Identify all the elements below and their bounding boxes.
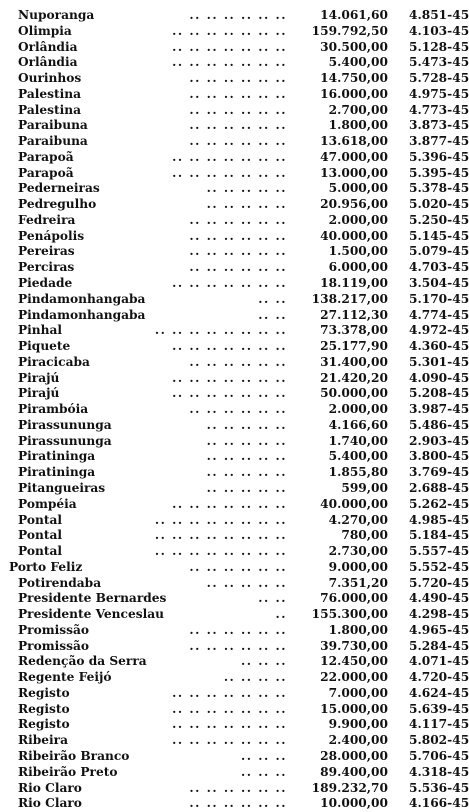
amount-value: 2.000,00 xyxy=(328,402,388,417)
list-row xyxy=(0,591,469,607)
dot-leader: .. .. .. .. .. xyxy=(206,433,287,448)
amount-value: 4.166,60 xyxy=(328,417,388,432)
reference-code: 3.769-45 xyxy=(409,465,469,480)
reference-code: 4.490-45 xyxy=(409,591,469,606)
reference-code: 5.020-45 xyxy=(409,197,469,212)
reference-code: 5.170-45 xyxy=(409,291,469,306)
municipality-name: Piratininga xyxy=(18,449,96,464)
dot-leader: .. .. .. .. .. .. .. xyxy=(172,386,287,401)
dot-leader: .. .. .. .. .. .. .. xyxy=(172,496,287,511)
municipality-name: Piracicaba xyxy=(18,354,90,369)
dot-leader: .. .. .. .. .. .. xyxy=(189,118,287,133)
dot-leader: .. .. .. .. .. .. .. .. xyxy=(154,544,287,559)
amount-value: 2.000,00 xyxy=(328,212,388,227)
municipality-name: Piquete xyxy=(18,339,71,354)
reference-code: 4.965-45 xyxy=(409,622,469,637)
reference-code: 5.536-45 xyxy=(409,780,469,795)
list-row xyxy=(0,371,469,387)
amount-value: 2.730,00 xyxy=(328,544,388,559)
municipality-name: Potirendaba xyxy=(18,575,102,590)
list-row xyxy=(0,560,469,576)
list-row xyxy=(0,386,469,402)
amount-value: 5.400,00 xyxy=(328,55,388,70)
list-row xyxy=(0,528,469,544)
municipality-name: Porto Feliz xyxy=(9,559,83,574)
municipality-name: Pinhal xyxy=(18,323,63,338)
dot-leader: .. .. .. .. .. .. .. xyxy=(172,339,287,354)
list-row xyxy=(0,449,469,465)
amount-value: 1.800,00 xyxy=(328,622,388,637)
list-row xyxy=(0,118,469,134)
dot-leader: .. .. .. .. xyxy=(223,670,287,685)
reference-code: 4.166-45 xyxy=(409,796,469,811)
dot-leader: .. .. .. .. .. .. .. .. xyxy=(154,323,287,338)
dot-leader: .. .. .. .. .. xyxy=(206,465,287,480)
amount-value: 155.300,00 xyxy=(311,607,388,622)
municipality-name: Rio Claro xyxy=(18,796,82,811)
amount-value: 31.400,00 xyxy=(320,354,388,369)
amount-value: 14.061,60 xyxy=(320,8,388,22)
list-row xyxy=(0,40,469,56)
amount-value: 7.000,00 xyxy=(328,685,388,700)
municipality-name: Pirajú xyxy=(18,370,60,385)
amount-value: 76.000,00 xyxy=(320,591,388,606)
municipality-name: Pedregulho xyxy=(18,197,97,212)
amount-value: 5.400,00 xyxy=(328,449,388,464)
dot-leader: .. .. .. .. .. .. .. .. xyxy=(154,528,287,543)
list-row xyxy=(0,24,469,40)
list-row xyxy=(0,308,469,324)
list-row xyxy=(0,717,469,733)
list-row xyxy=(0,749,469,765)
amount-value: 73.378,00 xyxy=(320,323,388,338)
list-row xyxy=(0,418,469,434)
amount-value: 6.000,00 xyxy=(328,260,388,275)
list-row xyxy=(0,670,469,686)
reference-code: 5.145-45 xyxy=(409,228,469,243)
municipality-name: Orlândia xyxy=(18,55,78,70)
dot-leader: .. .. .. .. .. .. xyxy=(189,260,287,275)
municipality-name: Ribeirão Branco xyxy=(18,748,130,763)
reference-code: 4.117-45 xyxy=(409,717,469,732)
reference-code: 4.090-45 xyxy=(409,370,469,385)
reference-code: 5.557-45 xyxy=(409,544,469,559)
list-row xyxy=(0,702,469,718)
reference-code: 2.688-45 xyxy=(409,480,469,495)
municipality-name: Pindamonhangaba xyxy=(18,291,146,306)
dot-leader: .. .. .. xyxy=(241,764,287,779)
municipality-name: Piratininga xyxy=(18,465,96,480)
municipality-name: Pontal xyxy=(18,528,62,543)
dot-leader: .. .. .. .. .. .. .. xyxy=(172,165,287,180)
dot-leader: .. .. .. .. .. .. .. xyxy=(172,149,287,164)
amount-value: 4.270,00 xyxy=(328,512,388,527)
reference-code: 5.250-45 xyxy=(409,212,469,227)
reference-code: 4.071-45 xyxy=(409,654,469,669)
municipality-name: Pontal xyxy=(18,544,62,559)
municipality-name: Ribeirão Preto xyxy=(18,764,118,779)
dot-leader: .. .. .. .. .. .. .. xyxy=(172,39,287,54)
list-row xyxy=(0,197,469,213)
reference-code: 4.975-45 xyxy=(409,86,469,101)
dot-leader: .. .. .. .. .. xyxy=(206,480,287,495)
amount-value: 13.000,00 xyxy=(320,165,388,180)
dot-leader: .. .. .. .. .. .. xyxy=(189,71,287,86)
dot-leader: .. .. .. .. .. .. xyxy=(189,354,287,369)
dot-leader: .. .. .. .. .. .. xyxy=(189,102,287,117)
reference-code: 4.985-45 xyxy=(409,512,469,527)
reference-code: 5.301-45 xyxy=(409,354,469,369)
amount-value: 138.217,00 xyxy=(311,291,388,306)
reference-code: 5.802-45 xyxy=(409,733,469,748)
dot-leader: .. .. .. .. .. .. xyxy=(189,780,287,795)
reference-code: 5.396-45 xyxy=(409,149,469,164)
dot-leader: .. .. .. .. .. .. .. xyxy=(172,276,287,291)
reference-code: 4.318-45 xyxy=(409,764,469,779)
reference-code: 4.851-45 xyxy=(409,8,469,22)
dot-leader: .. .. .. .. .. xyxy=(206,449,287,464)
reference-code: 3.877-45 xyxy=(409,134,469,149)
amount-value: 10.000,00 xyxy=(320,796,388,811)
list-row xyxy=(0,765,469,781)
amount-value: 28.000,00 xyxy=(320,748,388,763)
list-row xyxy=(0,639,469,655)
amount-value: 5.000,00 xyxy=(328,181,388,196)
list-row xyxy=(0,544,469,560)
list-row xyxy=(0,654,469,670)
municipality-name: Paraibuna xyxy=(18,118,88,133)
reference-code: 4.624-45 xyxy=(409,685,469,700)
amount-value: 39.730,00 xyxy=(320,638,388,653)
reference-code: 4.703-45 xyxy=(409,260,469,275)
municipality-name: Palestina xyxy=(18,102,81,117)
dot-leader: .. .. .. .. .. xyxy=(206,417,287,432)
municipality-name: Ourinhos xyxy=(18,71,82,86)
list-row xyxy=(0,497,469,513)
amount-value: 7.351,20 xyxy=(328,575,388,590)
list-row xyxy=(0,607,469,623)
list-row xyxy=(0,229,469,245)
municipality-name: Olimpia xyxy=(18,23,72,38)
amount-value: 12.450,00 xyxy=(320,654,388,669)
dot-leader: .. .. .. .. .. .. xyxy=(189,622,287,637)
list-row xyxy=(0,87,469,103)
amount-value: 20.956,00 xyxy=(320,197,388,212)
reference-code: 5.284-45 xyxy=(409,638,469,653)
dot-leader: .. .. .. .. .. .. .. xyxy=(172,370,287,385)
amount-value: 9.000,00 xyxy=(328,559,388,574)
amount-value: 2.400,00 xyxy=(328,733,388,748)
dot-leader: .. .. .. .. .. .. xyxy=(189,8,287,22)
amount-value: 40.000,00 xyxy=(320,496,388,511)
amount-value: 27.112,30 xyxy=(320,307,388,322)
list-row xyxy=(0,8,469,24)
list-row xyxy=(0,355,469,371)
amount-value: 40.000,00 xyxy=(320,228,388,243)
reference-code: 5.079-45 xyxy=(409,244,469,259)
list-row xyxy=(0,244,469,260)
list-row xyxy=(0,733,469,749)
dot-leader: .. .. .. .. .. .. .. xyxy=(172,701,287,716)
municipality-name: Presidente Venceslau xyxy=(18,607,164,622)
municipality-name: Pirassununga xyxy=(18,433,112,448)
municipality-name: Pereiras xyxy=(18,244,75,259)
reference-code: 5.473-45 xyxy=(409,55,469,70)
dot-leader: .. .. .. .. .. .. .. xyxy=(172,733,287,748)
amount-value: 25.177,90 xyxy=(320,339,388,354)
amount-value: 1.740,00 xyxy=(328,433,388,448)
municipality-name: Parapoã xyxy=(18,165,74,180)
dot-leader: .. .. .. .. .. .. .. xyxy=(172,55,287,70)
reference-code: 3.873-45 xyxy=(409,118,469,133)
amount-value: 1.500,00 xyxy=(328,244,388,259)
municipality-name: Ribeira xyxy=(18,733,68,748)
amount-value: 599,00 xyxy=(341,480,388,495)
reference-code: 5.486-45 xyxy=(409,417,469,432)
list-row xyxy=(0,181,469,197)
reference-code: 5.720-45 xyxy=(409,575,469,590)
municipality-name: Registo xyxy=(18,685,70,700)
list-row xyxy=(0,434,469,450)
list-row xyxy=(0,276,469,292)
municipality-name: Registo xyxy=(18,701,70,716)
dot-leader: .. .. .. .. .. .. xyxy=(189,212,287,227)
dot-leader: .. .. .. .. .. xyxy=(206,181,287,196)
dot-leader: .. .. xyxy=(258,591,287,606)
amount-value: 18.119,00 xyxy=(320,276,388,291)
reference-code: 5.706-45 xyxy=(409,748,469,763)
municipality-name: Fedreira xyxy=(18,212,76,227)
reference-code: 5.378-45 xyxy=(409,181,469,196)
municipality-name: Pirajú xyxy=(18,386,60,401)
list-row xyxy=(0,339,469,355)
list-row xyxy=(0,623,469,639)
municipality-name: Rio Claro xyxy=(18,780,82,795)
amount-value: 50.000,00 xyxy=(320,386,388,401)
reference-code: 2.903-45 xyxy=(409,433,469,448)
municipality-name: Presidente Bernardes xyxy=(18,591,167,606)
dot-leader: .. .. .. xyxy=(241,748,287,763)
municipality-name: Pitangueiras xyxy=(18,480,106,495)
list-row xyxy=(0,465,469,481)
amount-value: 1.800,00 xyxy=(328,118,388,133)
reference-code: 3.800-45 xyxy=(409,449,469,464)
dot-leader: .. .. .. .. .. .. xyxy=(189,796,287,811)
list-row xyxy=(0,576,469,592)
dot-leader: .. .. .. .. .. .. .. xyxy=(172,717,287,732)
dot-leader: .. .. .. .. .. .. xyxy=(189,134,287,149)
reference-code: 3.504-45 xyxy=(409,276,469,291)
dot-leader: .. .. .. .. .. .. .. xyxy=(172,23,287,38)
amount-value: 22.000,00 xyxy=(320,670,388,685)
amount-value: 30.500,00 xyxy=(320,39,388,54)
dot-leader: .. .. .. .. .. .. xyxy=(189,244,287,259)
dot-leader: .. .. .. .. .. .. .. .. xyxy=(154,512,287,527)
list-row xyxy=(0,402,469,418)
municipality-name: Piedade xyxy=(18,276,73,291)
amount-value: 47.000,00 xyxy=(320,149,388,164)
list-row xyxy=(0,134,469,150)
reference-code: 4.972-45 xyxy=(409,323,469,338)
municipality-name: Pirambóia xyxy=(18,402,89,417)
amount-value: 1.855,80 xyxy=(328,465,388,480)
municipality-name: Paraibuna xyxy=(18,134,88,149)
reference-code: 4.774-45 xyxy=(409,307,469,322)
municipality-name: Parapoã xyxy=(18,149,74,164)
list-row xyxy=(0,103,469,119)
amount-value: 89.400,00 xyxy=(320,764,388,779)
reference-code: 5.208-45 xyxy=(409,386,469,401)
municipality-name: Regente Feijó xyxy=(18,670,112,685)
municipality-name: Perciras xyxy=(18,260,75,275)
reference-code: 5.395-45 xyxy=(409,165,469,180)
list-row xyxy=(0,213,469,229)
list-row xyxy=(0,686,469,702)
list-row xyxy=(0,323,469,339)
list-row xyxy=(0,166,469,182)
list-row xyxy=(0,781,469,797)
dot-leader: .. .. .. .. .. .. .. xyxy=(172,685,287,700)
dot-leader: .. .. .. .. .. .. xyxy=(189,559,287,574)
dot-leader: .. .. .. .. .. .. xyxy=(189,228,287,243)
list-row xyxy=(0,292,469,308)
amount-value: 14.750,00 xyxy=(320,71,388,86)
amount-value: 16.000,00 xyxy=(320,86,388,101)
dot-leader: .. xyxy=(275,607,287,622)
dot-leader: .. .. .. xyxy=(241,654,287,669)
municipality-name: Penápolis xyxy=(18,228,85,243)
municipality-name: Redenção da Serra xyxy=(18,654,147,669)
dot-leader: .. .. .. .. .. xyxy=(206,197,287,212)
amount-value: 780,00 xyxy=(341,528,388,543)
reference-code: 5.728-45 xyxy=(409,71,469,86)
reference-code: 4.298-45 xyxy=(409,607,469,622)
municipality-name: Orlândia xyxy=(18,39,78,54)
municipality-list xyxy=(0,8,469,812)
reference-code: 5.184-45 xyxy=(409,528,469,543)
reference-code: 3.987-45 xyxy=(409,402,469,417)
dot-leader: .. .. .. .. .. .. xyxy=(189,402,287,417)
municipality-name: Pirassununga xyxy=(18,417,112,432)
municipality-name: Palestina xyxy=(18,86,81,101)
list-row xyxy=(0,796,469,812)
amount-value: 15.000,00 xyxy=(320,701,388,716)
list-row xyxy=(0,481,469,497)
municipality-name: Pompéia xyxy=(18,496,77,511)
municipality-name: Pindamonhangaba xyxy=(18,307,146,322)
dot-leader: .. .. xyxy=(258,291,287,306)
amount-value: 21.420,20 xyxy=(320,370,388,385)
amount-value: 189.232,70 xyxy=(311,780,388,795)
list-row xyxy=(0,260,469,276)
municipality-name: Promissão xyxy=(18,622,89,637)
dot-leader: .. .. xyxy=(258,307,287,322)
list-row xyxy=(0,150,469,166)
list-row xyxy=(0,55,469,71)
dot-leader: .. .. .. .. .. .. xyxy=(189,86,287,101)
list-row xyxy=(0,513,469,529)
amount-value: 2.700,00 xyxy=(328,102,388,117)
amount-value: 159.792,50 xyxy=(311,23,388,38)
list-row xyxy=(0,71,469,87)
reference-code: 4.103-45 xyxy=(409,23,469,38)
municipality-name: Promissão xyxy=(18,638,89,653)
municipality-name: Pederneiras xyxy=(18,181,100,196)
amount-value: 9.900,00 xyxy=(328,717,388,732)
dot-leader: .. .. .. .. .. xyxy=(206,575,287,590)
municipality-name: Nuporanga xyxy=(18,8,95,22)
amount-value: 13.618,00 xyxy=(320,134,388,149)
reference-code: 4.773-45 xyxy=(409,102,469,117)
municipality-name: Pontal xyxy=(18,512,62,527)
reference-code: 5.639-45 xyxy=(409,701,469,716)
reference-code: 5.262-45 xyxy=(409,496,469,511)
reference-code: 4.360-45 xyxy=(409,339,469,354)
reference-code: 5.128-45 xyxy=(409,39,469,54)
reference-code: 4.720-45 xyxy=(409,670,469,685)
dot-leader: .. .. .. .. .. .. xyxy=(189,638,287,653)
reference-code: 5.552-45 xyxy=(409,559,469,574)
municipality-name: Registo xyxy=(18,717,70,732)
